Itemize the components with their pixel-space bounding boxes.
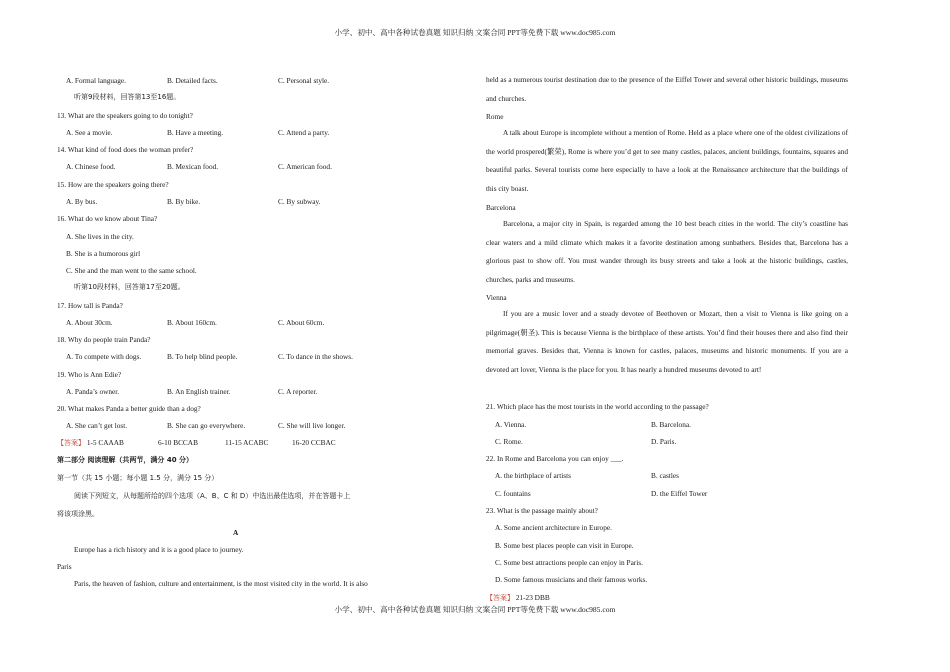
option: A. Panda’s owner.: [66, 387, 120, 396]
option: B. About 160cm.: [167, 318, 217, 327]
option: A. the birthplace of artists: [495, 471, 571, 480]
option: B. Mexican food.: [167, 162, 219, 171]
section-subtitle: 第一节（共 15 小题；每小题 1.5 分，满分 15 分）: [57, 474, 219, 482]
vienna-text: If you are a music lover and a steady devotee of Beethoven or Mozart, then a visit to Vienna is like going on a pilgrimage(朝圣). This is because Vienna is the birthplace of these artists. You’d find their houses there and also find their memorial graves. Besides that, Vienna is known for castles, palaces, museums and historic monuments. If you are a devoted art lover, Vienna is the place for you. It has nearly a hundred museums devoted to art!: [486, 309, 848, 374]
page-footer: 小学、初中、高中各种试卷真题 知识归纳 文案合同 PPT等免费下载 www.doc985.com: [334, 605, 616, 614]
option: D. Paris.: [651, 437, 677, 446]
option: C. Personal style.: [278, 76, 330, 85]
option: B. To help blind people.: [167, 352, 238, 361]
answer-tag: 【答案】: [57, 439, 85, 447]
question-17: 17. How tall is Panda?: [57, 301, 123, 310]
option: A. To compete with dogs.: [66, 352, 142, 361]
option: C. She and the man went to the same school.: [66, 266, 197, 275]
listening-instruction: 听第9段材料，回答第13至16题。: [74, 93, 181, 101]
option: A. Chinese food.: [66, 162, 116, 171]
city-title-paris: Paris: [57, 562, 72, 571]
passage-intro: Europe has a rich history and it is a good place to journey.: [74, 545, 244, 554]
question-23: 23. What is the passage mainly about?: [486, 506, 598, 515]
answer-key: [57, 438, 124, 448]
option: C. Attend a party.: [278, 128, 330, 137]
question-16: 16. What do we know about Tina?: [57, 214, 158, 223]
answer-group: 21-23 DBB: [515, 593, 550, 602]
option: B. An English trainer.: [167, 387, 231, 396]
city-title-rome: Rome: [486, 112, 504, 121]
option: B. She is a humorous girl: [66, 249, 141, 258]
option: A. About 30cm.: [66, 318, 113, 327]
instruction-text: 阅读下列短文，从每题所给的四个选项（A、B、C 和 D）中选出最佳选项，并在答题卡上: [74, 492, 351, 500]
city-title-vienna: Vienna: [486, 293, 507, 302]
answer-group: 16-20 CCBAC: [292, 438, 336, 447]
listening-instruction: 听第10段材料，回答第17至20题。: [74, 283, 185, 291]
question-20: 20. What makes Panda a better guide than a dog?: [57, 404, 201, 413]
option: C. About 60cm.: [278, 318, 325, 327]
option: C. Some best attractions people can enjoy in Paris.: [495, 558, 643, 567]
question-15: 15. How are the speakers going there?: [57, 180, 169, 189]
option: A. By bus.: [66, 197, 98, 206]
option: A. Formal language.: [66, 76, 126, 85]
option: A. Some ancient architecture in Europe.: [495, 523, 612, 532]
answer-group: 1-5 CAAAB: [86, 438, 124, 447]
option: A. Vienna.: [495, 420, 527, 429]
city-title-barcelona: Barcelona: [486, 203, 516, 212]
option: C. A reporter.: [278, 387, 318, 396]
answer-key: [486, 593, 550, 603]
option: C. fountains: [495, 489, 531, 498]
option: D. Some famous musicians and their famous works.: [495, 575, 648, 584]
rome-text: A talk about Europe is incomplete without a mention of Rome. Held as a place where one of the oldest civilizations of the world prospered(繁荣), Rome is where you’d get to see many castles, palaces, ancient buildings, fountains, squares and beautiful parks. Several tourists come here especially to have a look at the Renaissance architecture that the buildings of this city boast.: [486, 128, 848, 193]
question-14: 14. What kind of food does the woman prefer?: [57, 145, 194, 154]
question-13: 13. What are the speakers going to do tonight?: [57, 111, 193, 120]
option: D. the Eiffel Tower: [651, 489, 708, 498]
answer-group: 6-10 BCCAB: [158, 438, 198, 447]
paris-text-continued: held as a numerous tourist destination due to the presence of the Eiffel Tower and several other historic buildings, museums and churches.: [486, 75, 848, 103]
option: B. Detailed facts.: [167, 76, 218, 85]
answer-group: 11-15 ACABC: [225, 438, 269, 447]
question-19: 19. Who is Ann Edie?: [57, 370, 122, 379]
option: B. She can go everywhere.: [167, 421, 246, 430]
section-title: 第二部分 阅读理解（共两节，满分 40 分）: [57, 456, 194, 464]
barcelona-text: Barcelona, a major city in Spain, is regarded among the 10 best beach cities in the world. The city’s coastline has clear waters and a mild climate which makes it a favorite destination among sunbathers. Besides that, Barcelona has a glorious past to show off. You must wander through its busy streets and take a look at the historic buildings, castles, churches, parks and museums.: [486, 219, 848, 284]
option: C. Rome.: [495, 437, 523, 446]
option: B. Some best places people can visit in Europe.: [495, 541, 634, 550]
option: B. castles: [651, 471, 679, 480]
option: B. Barcelona.: [651, 420, 691, 429]
option: A. She can’t get lost.: [66, 421, 128, 430]
passage-letter: A: [233, 528, 239, 537]
option: B. Have a meeting.: [167, 128, 224, 137]
option: A. She lives in the city.: [66, 232, 134, 241]
option: C. By subway.: [278, 197, 321, 206]
option: C. To dance in the shows.: [278, 352, 353, 361]
question-22: 22. In Rome and Barcelona you can enjoy ___.: [486, 454, 624, 463]
page-header: 小学、初中、高中各种试卷真题 知识归纳 文案合同 PPT等免费下载 www.doc985.com: [334, 28, 616, 37]
option: B. By bike.: [167, 197, 201, 206]
answer-tag: 【答案】: [486, 594, 514, 602]
instruction-text: 将该项涂黑。: [57, 510, 99, 518]
question-21: 21. Which place has the most tourists in the world according to the passage?: [486, 402, 709, 411]
question-18: 18. Why do people train Panda?: [57, 335, 151, 344]
paris-text: Paris, the heaven of fashion, culture and entertainment, is the most visited city in the world. It is also: [74, 579, 368, 588]
option: C. She will live longer.: [278, 421, 346, 430]
option: C. American food.: [278, 162, 332, 171]
option: A. See a movie.: [66, 128, 113, 137]
